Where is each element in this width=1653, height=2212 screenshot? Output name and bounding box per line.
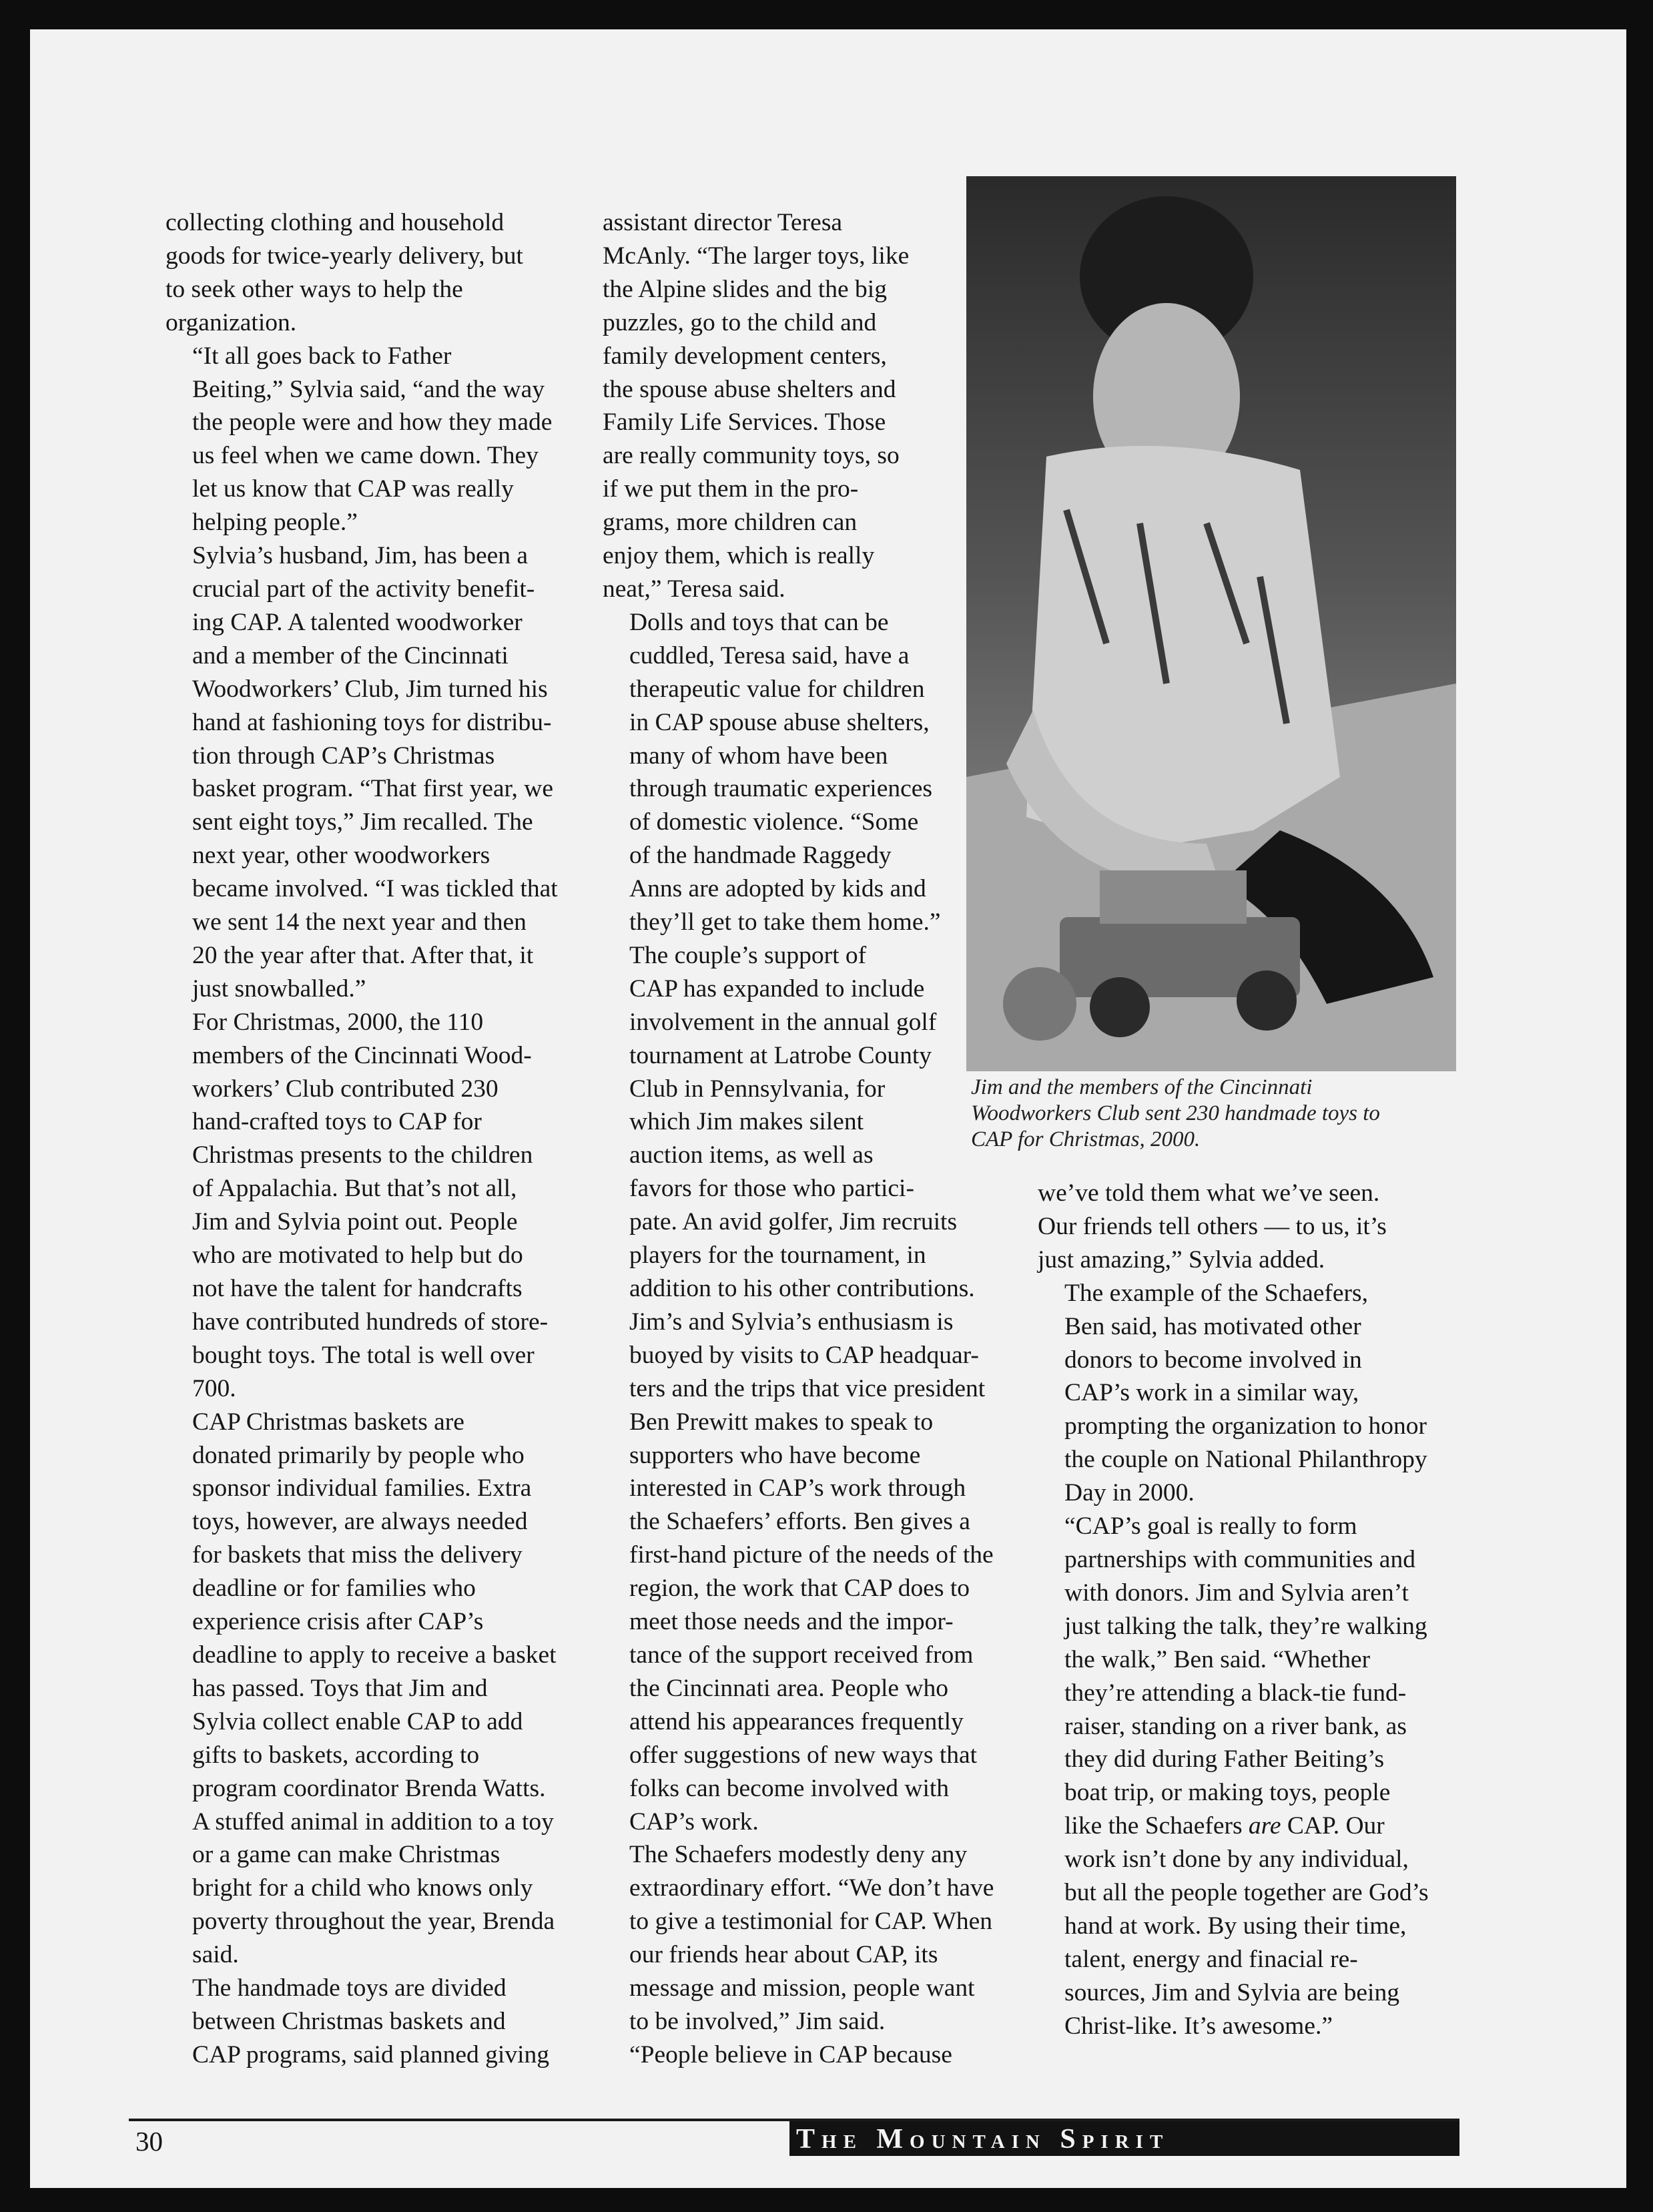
text-line: and a member of the Cincinnati xyxy=(192,641,509,669)
text-line: attend his appearances frequently xyxy=(629,1707,964,1735)
text-line: became involved. “I was tickled that xyxy=(192,875,558,903)
text-line: members of the Cincinnati Wood- xyxy=(192,1041,532,1069)
text-line: donors to become involved in xyxy=(1064,1346,1362,1374)
photo-caption xyxy=(971,1075,1478,1153)
text-line: work isn’t done by any individual, xyxy=(1064,1846,1409,1874)
text-line: ing CAP. A talented woodworker xyxy=(192,608,523,636)
caption-line: Woodworkers Club sent 230 handmade toys to xyxy=(971,1101,1380,1125)
text-line: has passed. Toys that Jim and xyxy=(192,1674,488,1702)
text-line: Beiting,” Sylvia said, “and the way xyxy=(192,375,545,403)
text-line: just talking the talk, they’re walking xyxy=(1064,1612,1427,1640)
text-line: “CAP’s goal is really to form xyxy=(1064,1512,1357,1541)
text-line: bright for a child who knows only xyxy=(192,1874,533,1902)
text-line: boat trip, or making toys, people xyxy=(1064,1779,1391,1807)
text-line: like the Schaefers are CAP. Our xyxy=(1064,1812,1385,1840)
text-line: donated primarily by people who xyxy=(192,1441,525,1469)
text-line: just amazing,” Sylvia added. xyxy=(1038,1246,1325,1274)
text-line: involvement in the annual golf xyxy=(629,1008,937,1036)
text-line: folks can become involved with xyxy=(629,1774,950,1802)
paragraph xyxy=(603,1306,1043,1839)
text-line: have contributed hundreds of store- xyxy=(192,1308,549,1336)
text-line: puzzles, go to the child and xyxy=(603,308,877,336)
text-line: Woodworkers’ Club, Jim turned his xyxy=(192,675,548,703)
text-line: the couple on National Philanthropy xyxy=(1064,1446,1427,1474)
paragraph xyxy=(1038,1277,1498,1510)
text-line: Ben said, has motivated other xyxy=(1064,1312,1361,1340)
text-line: region, the work that CAP does to xyxy=(629,1575,970,1603)
text-line: to give a testimonial for CAP. When xyxy=(629,1908,993,1936)
magazine-page xyxy=(30,29,1626,2188)
text-line: Club in Pennsylvania, for xyxy=(629,1075,886,1103)
text-line: Jim and Sylvia point out. People xyxy=(192,1208,518,1236)
text-line: therapeutic value for children xyxy=(629,675,925,703)
text-line: The couple’s support of xyxy=(629,941,867,969)
text-column-3 xyxy=(1038,1177,1498,2043)
text-line: to seek other ways to help the xyxy=(166,275,463,303)
caption-line: Jim and the members of the Cincinnati xyxy=(971,1075,1313,1099)
text-line: to be involved,” Jim said. xyxy=(629,2007,886,2035)
text-line: they’re attending a black-tie fund- xyxy=(1064,1679,1407,1707)
text-line: Anns are adopted by kids and xyxy=(629,875,926,903)
text-line: family development centers, xyxy=(603,342,887,370)
text-line: or a game can make Christmas xyxy=(192,1841,501,1869)
text-line: Sylvia’s husband, Jim, has been a xyxy=(192,542,529,570)
text-line: program coordinator Brenda Watts. xyxy=(192,1774,546,1802)
text-line: toys, however, are always needed xyxy=(192,1508,528,1536)
text-line: tournament at Latrobe County xyxy=(629,1041,932,1069)
text-line: talent, energy and finacial re- xyxy=(1064,1945,1358,1973)
paragraph xyxy=(166,206,619,340)
text-line: many of whom have been xyxy=(629,742,888,770)
text-line: just snowballed.” xyxy=(192,975,366,1003)
text-line: hand at fashioning toys for distribu- xyxy=(192,708,552,736)
text-line: Our friends tell others — to us, it’s xyxy=(1038,1212,1387,1240)
text-line: experience crisis after CAP’s xyxy=(192,1608,484,1636)
text-line: cuddled, Teresa said, have a xyxy=(629,641,910,669)
caption-line: CAP for Christmas, 2000. xyxy=(971,1127,1201,1151)
text-line: workers’ Club contributed 230 xyxy=(192,1075,499,1103)
text-line: deadline or for families who xyxy=(192,1575,476,1603)
text-line: we’ve told them what we’ve seen. xyxy=(1038,1179,1380,1207)
text-line: interested in CAP’s work through xyxy=(629,1474,966,1502)
text-line: let us know that CAP was really xyxy=(192,475,514,503)
text-line: 700. xyxy=(192,1374,236,1402)
text-line: the Alpine slides and the big xyxy=(603,275,887,303)
text-line: first-hand picture of the needs of the xyxy=(629,1541,994,1569)
text-line: collecting clothing and household xyxy=(166,209,505,236)
text-line: Christ-like. It’s awesome.” xyxy=(1064,2012,1333,2040)
text-line: prompting the organization to honor xyxy=(1064,1412,1427,1440)
text-line: the walk,” Ben said. “Whether xyxy=(1064,1645,1371,1673)
text-line: Jim’s and Sylvia’s enthusiasm is xyxy=(629,1308,954,1336)
paragraph xyxy=(166,340,619,539)
text-line: message and mission, people want xyxy=(629,1974,975,2002)
paragraph xyxy=(603,2038,1043,2072)
text-line: Family Life Services. Those xyxy=(603,408,886,437)
text-line: The handmade toys are divided xyxy=(192,1974,507,2002)
paragraph xyxy=(166,1006,619,1406)
text-line: “It all goes back to Father xyxy=(192,342,452,370)
text-column-1 xyxy=(166,206,619,2072)
text-line: us feel when we came down. They xyxy=(192,442,539,470)
text-line: CAP’s work in a similar way, xyxy=(1064,1379,1359,1407)
text-line: tion through CAP’s Christmas xyxy=(192,742,495,770)
text-line: of the handmade Raggedy xyxy=(629,842,892,870)
text-line: Ben Prewitt makes to speak to xyxy=(629,1408,934,1436)
text-line: neat,” Teresa said. xyxy=(603,575,785,603)
text-line: Dolls and toys that can be xyxy=(629,608,889,636)
text-line: sponsor individual families. Extra xyxy=(192,1474,532,1502)
text-line: if we put them in the pro- xyxy=(603,475,859,503)
text-line: auction items, as well as xyxy=(629,1141,874,1169)
text-line: raiser, standing on a river bank, as xyxy=(1064,1712,1407,1740)
text-line: CAP has expanded to include xyxy=(629,975,925,1003)
text-line: Day in 2000. xyxy=(1064,1479,1195,1507)
text-line: players for the tournament, in xyxy=(629,1241,926,1270)
text-line: tance of the support received from xyxy=(629,1641,974,1669)
text-line: through traumatic experiences xyxy=(629,775,932,803)
text-line: “People believe in CAP because xyxy=(629,2040,952,2068)
text-line: the Schaefers’ efforts. Ben gives a xyxy=(629,1508,970,1536)
emphasis: are xyxy=(1248,1812,1281,1840)
text-line: but all the people together are God’s xyxy=(1064,1879,1429,1907)
text-line: offer suggestions of new ways that xyxy=(629,1741,978,1769)
magazine-title: The Mountain Spirit xyxy=(796,2124,1170,2155)
text-line: grams, more children can xyxy=(603,509,858,537)
text-line: not have the talent for handcrafts xyxy=(192,1275,523,1302)
text-line: CAP Christmas baskets are xyxy=(192,1408,464,1436)
paragraph xyxy=(166,539,619,1006)
photo-boy-with-toy-truck xyxy=(966,176,1456,1071)
text-line: the Cincinnati area. People who xyxy=(629,1674,948,1702)
text-line: meet those needs and the impor- xyxy=(629,1608,954,1636)
text-line: the spouse abuse shelters and xyxy=(603,375,896,403)
text-line: helping people.” xyxy=(192,509,358,537)
text-line: For Christmas, 2000, the 110 xyxy=(192,1008,484,1036)
text-line: enjoy them, which is really xyxy=(603,542,875,570)
text-line: The example of the Schaefers, xyxy=(1064,1279,1368,1307)
paragraph xyxy=(1038,1177,1498,1277)
text-line: of domestic violence. “Some xyxy=(629,808,919,836)
paragraph xyxy=(166,1406,619,1972)
text-line: which Jim makes silent xyxy=(629,1108,864,1136)
paragraph xyxy=(1038,1510,1498,2043)
text-line: are really community toys, so xyxy=(603,442,900,470)
text-line: for baskets that miss the delivery xyxy=(192,1541,523,1569)
text-line: addition to his other contributions. xyxy=(629,1275,975,1302)
paragraph xyxy=(166,1972,619,2072)
text-line: sent eight toys,” Jim recalled. The xyxy=(192,808,533,836)
text-line: our friends hear about CAP, its xyxy=(629,1941,938,1969)
page-number: 30 xyxy=(135,2126,163,2157)
text-line: extraordinary effort. “We don’t have xyxy=(629,1874,994,1902)
text-line: we sent 14 the next year and then xyxy=(192,908,527,936)
text-line: pate. An avid golfer, Jim recruits xyxy=(629,1208,958,1236)
text-line: in CAP spouse abuse shelters, xyxy=(629,708,930,736)
text-line: ters and the trips that vice president xyxy=(629,1374,986,1402)
text-line: organization. xyxy=(166,308,297,336)
paragraph xyxy=(603,1838,1043,2038)
text-line: with donors. Jim and Sylvia aren’t xyxy=(1064,1579,1409,1607)
text-line: next year, other woodworkers xyxy=(192,842,490,870)
text-line: 20 the year after that. After that, it xyxy=(192,941,534,969)
text-line: hand-crafted toys to CAP for xyxy=(192,1108,482,1136)
text-line: favors for those who partici- xyxy=(629,1175,914,1203)
text-line: McAnly. “The larger toys, like xyxy=(603,242,910,270)
text-line: CAP programs, said planned giving xyxy=(192,2040,550,2068)
text-line: basket program. “That first year, we xyxy=(192,775,553,803)
text-line: Christmas presents to the children xyxy=(192,1141,533,1169)
text-line: buoyed by visits to CAP headquar- xyxy=(629,1341,979,1369)
text-line: The Schaefers modestly deny any xyxy=(629,1841,968,1869)
text-line: deadline to apply to receive a basket xyxy=(192,1641,557,1669)
text-line: crucial part of the activity benefit- xyxy=(192,575,535,603)
text-line: A stuffed animal in addition to a toy xyxy=(192,1808,554,1836)
text-line: the people were and how they made xyxy=(192,408,553,437)
text-line: they did during Father Beiting’s xyxy=(1064,1745,1385,1773)
text-line: poverty throughout the year, Brenda xyxy=(192,1908,555,1936)
photo-illustration xyxy=(966,176,1456,1071)
text-line: CAP’s work. xyxy=(629,1808,759,1836)
text-line: who are motivated to help but do xyxy=(192,1241,523,1270)
text-line: hand at work. By using their time, xyxy=(1064,1912,1407,1940)
text-line: assistant director Teresa xyxy=(603,209,843,236)
text-line: supporters who have become xyxy=(629,1441,921,1469)
text-line: goods for twice-yearly delivery, but xyxy=(166,242,523,270)
text-line: gifts to baskets, according to xyxy=(192,1741,480,1769)
text-line: said. xyxy=(192,1941,239,1969)
text-line: bought toys. The total is well over xyxy=(192,1341,535,1369)
text-line: Sylvia collect enable CAP to add xyxy=(192,1707,523,1735)
text-line: of Appalachia. But that’s not all, xyxy=(192,1175,517,1203)
text-line: sources, Jim and Sylvia are being xyxy=(1064,1978,1399,2006)
text-line: partnerships with communities and xyxy=(1064,1545,1415,1573)
text-line: between Christmas baskets and xyxy=(192,2007,506,2035)
text-line: they’ll get to take them home.” xyxy=(629,908,941,936)
